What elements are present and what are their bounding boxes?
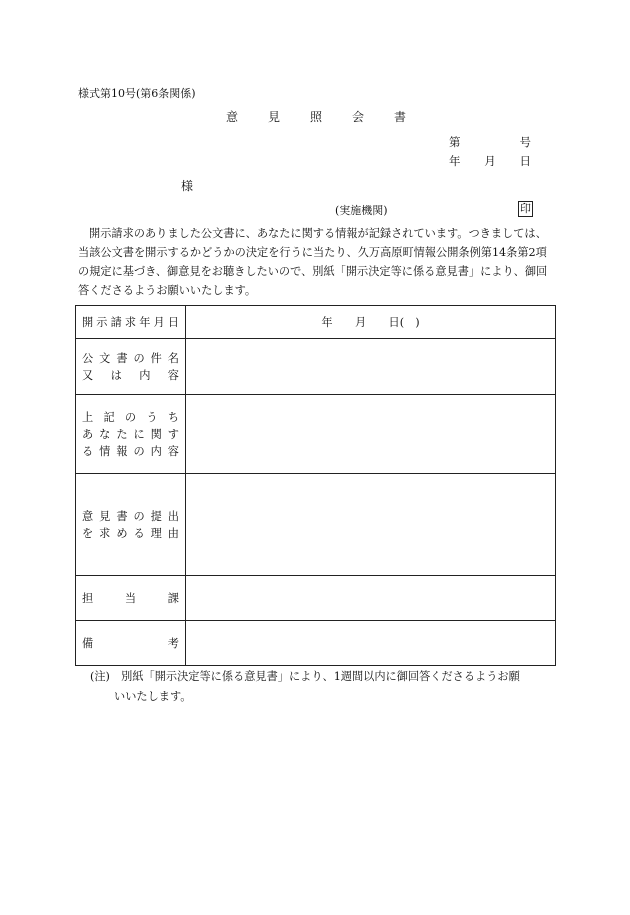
label-char: 意 bbox=[82, 509, 94, 523]
row-label bbox=[76, 474, 186, 576]
row-remarks bbox=[76, 621, 556, 666]
title-char: 照 bbox=[309, 110, 322, 124]
label-char: に bbox=[133, 427, 145, 441]
note-line-2: いいたします。 bbox=[114, 690, 192, 703]
label-line bbox=[82, 590, 179, 607]
label-char: を bbox=[82, 526, 94, 540]
label-line bbox=[82, 508, 179, 525]
label-char: 情 bbox=[99, 444, 111, 458]
label-line bbox=[82, 426, 179, 443]
date-year: 年 bbox=[449, 154, 461, 168]
label-char: ち bbox=[167, 410, 179, 424]
document-number bbox=[449, 134, 531, 150]
label-char: 件 bbox=[150, 351, 162, 365]
label-char: 報 bbox=[116, 444, 128, 458]
row-label bbox=[76, 339, 186, 395]
label-char: 上 bbox=[82, 410, 94, 424]
row-label bbox=[76, 395, 186, 474]
note-text-1: 別紙「開示決定等に係る意見書」により、1週間以内に御回答くださるようお願 bbox=[121, 670, 520, 683]
label-char: 開 bbox=[82, 315, 94, 329]
row-value[interactable] bbox=[186, 395, 556, 474]
row-value[interactable] bbox=[186, 339, 556, 395]
label-char: め bbox=[116, 526, 128, 540]
number-prefix: 第 bbox=[449, 135, 461, 149]
label-char: 又 bbox=[82, 368, 94, 382]
form-number: 様式第10号(第6条関係) bbox=[78, 87, 196, 100]
label-char: 提 bbox=[150, 509, 162, 523]
label-char: 備 bbox=[82, 636, 94, 650]
label-char: の bbox=[124, 410, 137, 424]
label-char: 内 bbox=[150, 444, 162, 458]
implementing-agency: (実施機関) bbox=[335, 204, 388, 217]
label-char: 書 bbox=[116, 351, 128, 365]
number-suffix: 号 bbox=[519, 135, 531, 149]
title-char: 見 bbox=[267, 110, 280, 124]
label-char: 文 bbox=[99, 351, 111, 365]
label-char: 請 bbox=[110, 315, 122, 329]
row-related-info bbox=[76, 395, 556, 474]
row-label bbox=[76, 621, 186, 666]
date-month: 月 bbox=[484, 154, 496, 168]
label-char: 見 bbox=[99, 509, 111, 523]
note-prefix: (注) bbox=[90, 670, 110, 683]
document-date bbox=[449, 153, 531, 169]
label-char: る bbox=[82, 444, 94, 458]
note-line-1 bbox=[90, 667, 560, 687]
label-char: 日 bbox=[167, 315, 179, 329]
document-title bbox=[226, 108, 406, 125]
label-char: 考 bbox=[167, 636, 179, 650]
label-line bbox=[82, 409, 179, 426]
label-line bbox=[82, 525, 179, 542]
label-char: す bbox=[167, 427, 179, 441]
label-char: の bbox=[133, 509, 145, 523]
row-department bbox=[76, 576, 556, 621]
label-char: 関 bbox=[150, 427, 162, 441]
title-char: 意 bbox=[226, 110, 239, 124]
row-document-title bbox=[76, 339, 556, 395]
row-value[interactable] bbox=[186, 621, 556, 666]
label-line bbox=[82, 350, 179, 367]
label-char: う bbox=[146, 410, 158, 424]
body-paragraph: 開示請求のありました公文書に、あなたに関する情報が記録されています。つきましては、当該公文書を開示するかどうかの決定を行うに当たり、久万高原町情報公開条例第14条第2項の規定に基づき、御意見をお聴きしたいので、別紙「開示決定等に係る意見書」により、御回答くださるようお願いいたします。 bbox=[78, 227, 548, 297]
row-value[interactable]: 年 月 日( ) bbox=[186, 306, 556, 339]
date-day: 日 bbox=[519, 154, 531, 168]
label-char: 当 bbox=[124, 591, 137, 605]
label-char: な bbox=[99, 427, 111, 441]
inquiry-table bbox=[75, 305, 556, 666]
label-char: 理 bbox=[150, 526, 162, 540]
label-char: 担 bbox=[82, 591, 94, 605]
row-value[interactable] bbox=[186, 474, 556, 576]
label-char: 示 bbox=[96, 315, 108, 329]
label-char: あ bbox=[82, 427, 94, 441]
label-char: た bbox=[116, 427, 128, 441]
title-char: 書 bbox=[393, 110, 406, 124]
label-char: 出 bbox=[167, 509, 179, 523]
footnote bbox=[90, 667, 560, 707]
label-line bbox=[82, 367, 179, 384]
label-char: 名 bbox=[167, 351, 179, 365]
row-request-date bbox=[76, 306, 556, 339]
label-char: 内 bbox=[139, 368, 151, 382]
label-char: 月 bbox=[153, 315, 165, 329]
label-char: 課 bbox=[167, 591, 179, 605]
label-line bbox=[82, 443, 179, 460]
label-char: 容 bbox=[167, 368, 179, 382]
label-char: る bbox=[133, 526, 145, 540]
row-reason bbox=[76, 474, 556, 576]
label-char: 由 bbox=[167, 526, 179, 540]
seal-mark: 印 bbox=[520, 202, 531, 215]
label-char: 年 bbox=[139, 315, 151, 329]
row-label bbox=[76, 306, 186, 339]
label-char: は bbox=[110, 368, 122, 382]
row-value[interactable] bbox=[186, 576, 556, 621]
label-char: 求 bbox=[99, 526, 111, 540]
label-line bbox=[82, 635, 179, 652]
label-char: 記 bbox=[103, 410, 115, 424]
addressee-suffix: 様 bbox=[181, 179, 194, 193]
title-char: 会 bbox=[351, 110, 364, 124]
label-char: の bbox=[133, 444, 145, 458]
label-char: 公 bbox=[82, 351, 94, 365]
row-label bbox=[76, 576, 186, 621]
label-char: の bbox=[133, 351, 145, 365]
label-char: 求 bbox=[124, 315, 137, 329]
label-char: 書 bbox=[116, 509, 128, 523]
label-char: 容 bbox=[167, 444, 179, 458]
label-line bbox=[82, 314, 179, 331]
